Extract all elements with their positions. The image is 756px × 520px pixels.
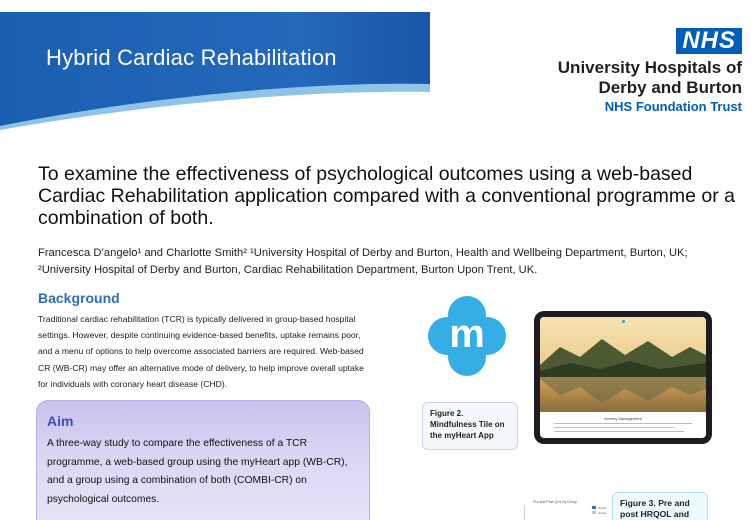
mindfulness-tile-icon bbox=[428, 296, 506, 376]
trust-name: NHS Foundation Trust bbox=[604, 99, 742, 114]
poster-banner-title: Hybrid Cardiac Rehabilitation bbox=[46, 45, 337, 70]
background-text: Traditional cardiac rehabilitation (TCR) is typically delivered in group-based hospital settings. However, despite continuing evidence-based benefits, uptake remains poor, and a menu of options to help overcome associated barriers are required. Web-based CR (WB-CR) may offer an alternative mode of delivery, to help improve overall uptake for individuals with coronary heart disease (CHD). bbox=[38, 314, 364, 389]
chart-snippet-title: Pre and Post QOL by Group bbox=[533, 500, 577, 504]
screen-text-line bbox=[554, 431, 684, 432]
qol-chart-snippet bbox=[520, 498, 606, 520]
tablet-mockup bbox=[534, 311, 712, 444]
screen-text-line bbox=[554, 427, 674, 428]
tile-letter: m bbox=[449, 312, 485, 356]
figure3-caption: Figure 3. Pre and post HRQOL and bbox=[612, 492, 708, 520]
aim-box bbox=[36, 400, 370, 520]
figure2-caption: Figure 2. Mindfulness Tile on the myHeart App bbox=[422, 402, 518, 450]
legend-label: Group bbox=[598, 511, 607, 515]
tablet-screen bbox=[540, 317, 706, 438]
legend-swatch bbox=[592, 511, 596, 514]
camera-dot bbox=[622, 320, 625, 323]
header-banner bbox=[0, 0, 430, 130]
authors-affiliations: Francesca D’angelo¹ and Charlotte Smith² ¹University Hospital of Derby and Burton, Health and Wellbeing Department, Burton, UK; ²University Hospital of Derby and Burton, Cardiac Rehabilitation Department, Burton Upon Trent, UK. bbox=[38, 247, 688, 276]
aim-text: A three-way study to compare the effectiveness of a TCR programme, a web-based group using the myHeart app (WB-CR), and a group using a combination of both (COMBI-CR) on psychological outcomes. bbox=[47, 438, 348, 505]
poster-title: To examine the effectiveness of psychological outcomes using a web-based Cardiac Rehabilitation application compared with a conventional programme or a combination of both. bbox=[38, 163, 735, 229]
nhs-logo-mark: NHS bbox=[676, 28, 742, 54]
legend-swatch bbox=[592, 506, 596, 509]
legend-label: Group bbox=[598, 506, 607, 510]
background-heading: Background bbox=[38, 290, 120, 306]
aim-heading: Aim bbox=[47, 413, 74, 429]
screen-text-line bbox=[554, 423, 692, 424]
landscape-image bbox=[540, 317, 706, 412]
org-name-line1: University Hospitals of bbox=[557, 58, 742, 77]
chart-axis bbox=[524, 506, 525, 520]
nhs-logo bbox=[522, 28, 742, 116]
tablet-screen-title: Anxiety Management bbox=[604, 416, 642, 421]
org-name-line2: Derby and Burton bbox=[598, 78, 742, 97]
